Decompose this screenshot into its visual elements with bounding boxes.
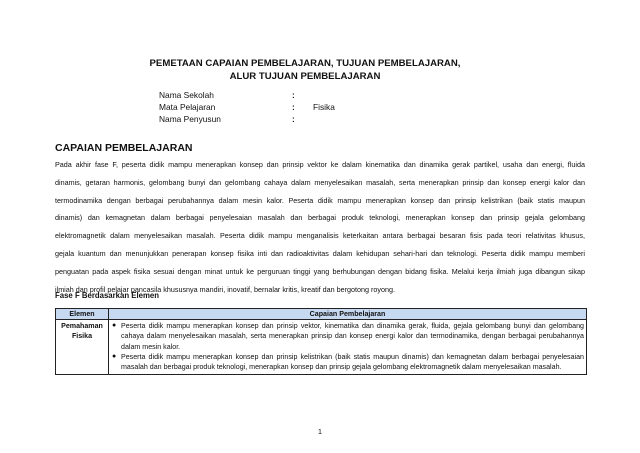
- capaian-list: [111, 321, 584, 372]
- capaian-table: [55, 308, 587, 375]
- meta-colon: :: [292, 102, 295, 112]
- meta-colon: :: [292, 114, 295, 124]
- meta-row-penyusun: [159, 113, 335, 125]
- paragraph-line: dinamis) dan kemagnetan dalam berbagai penyelesaian masalah dan berbagai produk teknologi, menerapkan konsep dan prinsip gejala gelombang: [55, 213, 585, 223]
- meta-label: Nama Penyusun: [159, 114, 221, 124]
- paragraph-line: ilmiah dan profil pelajar pancasila khususnya mandiri, inovatif, bernalar kritis, kreatif dan bergotong royong.: [55, 284, 395, 294]
- meta-label: Mata Pelajaran: [159, 102, 216, 112]
- document-title-line-1: PEMETAAN CAPAIAN PEMBELAJARAN, TUJUAN PEMBELAJARAN,: [149, 58, 461, 69]
- list-item-text: Peserta didik mampu menerapkan konsep dan prinsip kelistrikan (baik statis maupun dinamis) dan kemagnetan dalam berbagai penyelesaian masalah dan berbagai produk teknologi, menerapkan konsep dan prinsip gejala gelombang elektromagnetik dalam menyelesaikan masalah.: [121, 352, 584, 372]
- meta-label: Nama Sekolah: [159, 90, 214, 100]
- table-header-row: [56, 309, 587, 320]
- document-title-line-2: ALUR TUJUAN PEMBELAJARAN: [229, 71, 381, 82]
- list-item: [112, 352, 584, 372]
- capaian-cell: [109, 320, 587, 375]
- paragraph-line: dinamis, getaran harmonis, gelombang bunyi dan gelombang cahaya dalam menyelesaikan masalah, serta menerapkan prinsip dan konsep energi kalor dan: [55, 177, 585, 187]
- bullet-icon: ●: [112, 352, 117, 360]
- element-cell: Pemahaman Fisika: [56, 320, 109, 375]
- paragraph-line: termodinamika dengan berbagai perubahannya dalam mesin kalor. Peserta didik mampu menerapkan konsep dan prinsip kelistrikan (baik statis maupun: [55, 195, 585, 205]
- list-item: [112, 321, 584, 352]
- meta-block: [159, 89, 335, 125]
- paragraph-line: gejala kuantum dan menunjukkan penerapan konsep fisika inti dan radioaktivitas dalam kehidupan sehari-hari dan teknologi. Peserta didik mampu memberi: [55, 248, 585, 258]
- section-heading: CAPAIAN PEMBELAJARAN: [55, 142, 193, 154]
- meta-value: Fisika: [313, 102, 335, 112]
- table-row: [56, 320, 587, 375]
- paragraph-line: Pada akhir fase F, peserta didik mampu menerapkan konsep dan prinsip vektor ke dalam kinematika dan dinamika gerak partikel, usaha dan energi, fluida: [55, 160, 585, 169]
- paragraph-line: elektromagnetik dalam menyelesaikan masalah. Peserta didik mampu menganalisis keterkaitan antara berbagai besaran fisis pada teori relativitas khusus,: [55, 231, 585, 241]
- capaian-paragraph: [55, 156, 585, 298]
- fase-heading: Fase F Berdasarkan Elemen: [55, 291, 160, 300]
- column-header-capaian: Capaian Pembelajaran: [109, 309, 587, 320]
- column-header-elemen: Elemen: [56, 309, 109, 320]
- meta-row-sekolah: [159, 89, 335, 101]
- bullet-icon: ●: [112, 322, 117, 330]
- list-item-text: Peserta didik mampu menerapkan konsep dan prinsip vektor, kinematika dan dinamika gerak, fluida, gejala gelombang bunyi dan gelombang cahaya dalam menyelesaikan masalah, serta menerapkan prinsip dan konsep energi kalor dan termodinamika, dengan berbagai perubahannya dalam mesin kalor.: [121, 322, 584, 351]
- meta-colon: :: [292, 90, 295, 100]
- meta-row-mata-pelajaran: [159, 101, 335, 113]
- page-number: 1: [317, 427, 323, 436]
- paragraph-line: penguatan pada aspek fisika sesuai dengan minat untuk ke perguruan tinggi yang berhubungan dengan bidang fisika. Melalui kerja ilmiah juga dibangun sikap: [55, 266, 585, 276]
